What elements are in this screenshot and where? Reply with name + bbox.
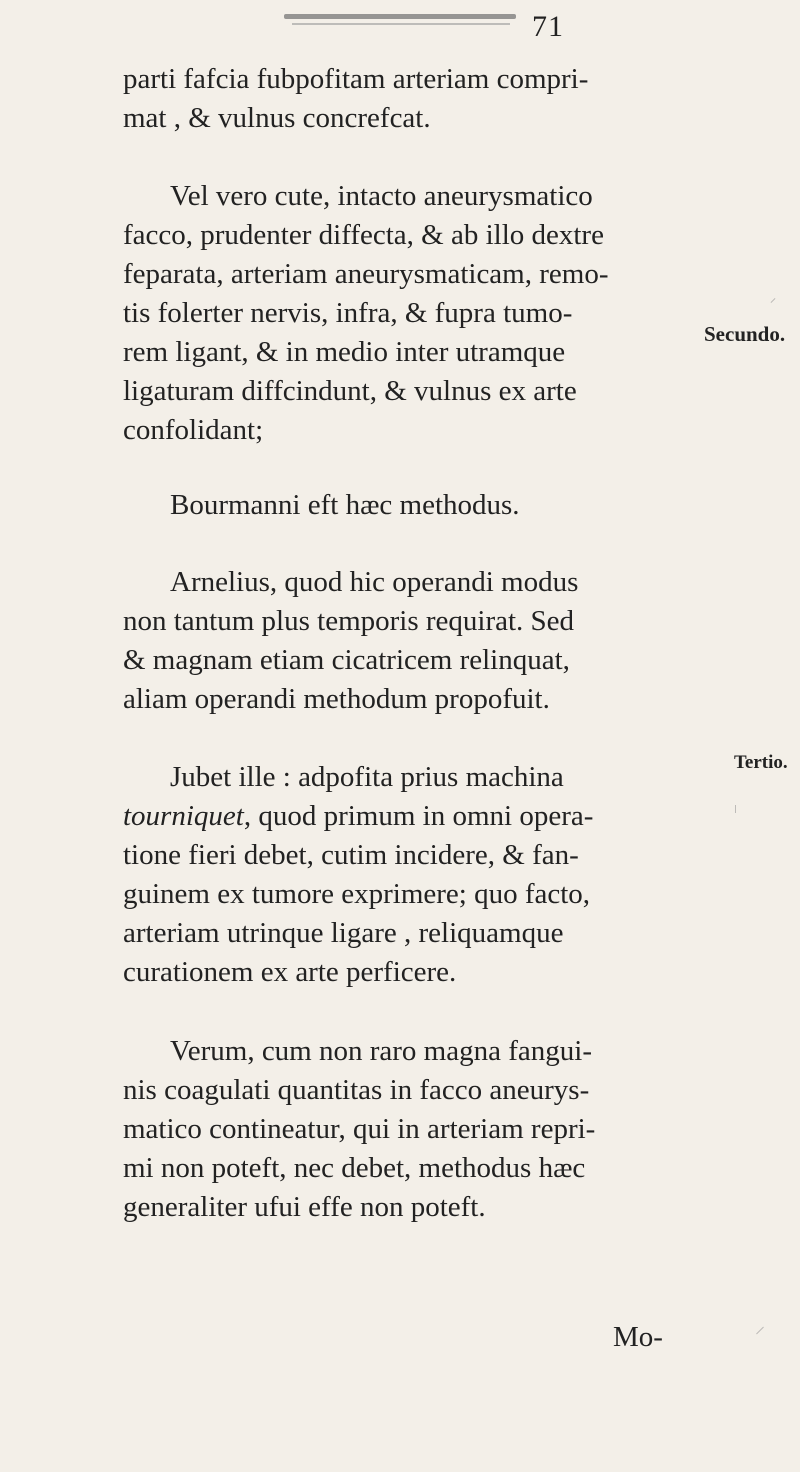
- italic-term-tourniquet: tourniquet: [123, 800, 244, 832]
- paragraph-jubet: [123, 758, 703, 992]
- paragraph-secundo: Vel vero cute, intacto aneurysmatico facco, prudenter diffecta, & ab illo dextre feparata, arteriam aneurysmaticam, remo- tis folerter nervis, infra, & fupra tumo- rem ligant, & in medio inter utramque ligaturam diffcindunt, & vulnus ex arte confolidant;: [123, 180, 609, 446]
- ink-speck: [771, 298, 776, 303]
- paragraph-verum: Verum, cum non raro magna fangui- nis coagulati quantitas in facco aneurys- matico contineatur, qui in arteriam repri- mi non poteft, nec debet, methodus hæc generaliter ufui effe non poteft.: [123, 1035, 596, 1223]
- margin-note-secundo: Secundo.: [704, 322, 786, 346]
- paragraph-jubet-rest: , quod primum in omni opera- tione fieri debet, cutim incidere, & fan- guinem ex tumore exprimere; quo facto, arteriam utrinque ligare , reliquamque curationem ex arte perficere.: [123, 800, 594, 988]
- ink-speck: [735, 805, 736, 813]
- margin-note-tertio: Tertio.: [734, 752, 788, 773]
- paragraph-arnelius: Arnelius, quod hic operandi modus non tantum plus temporis requirat. Sed & magnam etiam cicatricem relinquat, aliam operandi methodum propofuit.: [123, 566, 579, 715]
- paragraph-jubet-start: Jubet ille : adpofita prius machina: [170, 761, 564, 793]
- catchword: Mo-: [613, 1321, 663, 1353]
- paragraph-continuation: parti fafcia fubpofitam arteriam compri- mat , & vulnus concrefcat.: [123, 63, 589, 134]
- body-text: [123, 60, 703, 1227]
- ink-speck: [756, 1327, 764, 1335]
- page-number: 71: [532, 10, 564, 43]
- paragraph-bourmanni: Bourmanni eft hæc methodus.: [170, 489, 520, 521]
- header-rule-secondary: [292, 23, 510, 25]
- header-rule: [284, 14, 516, 19]
